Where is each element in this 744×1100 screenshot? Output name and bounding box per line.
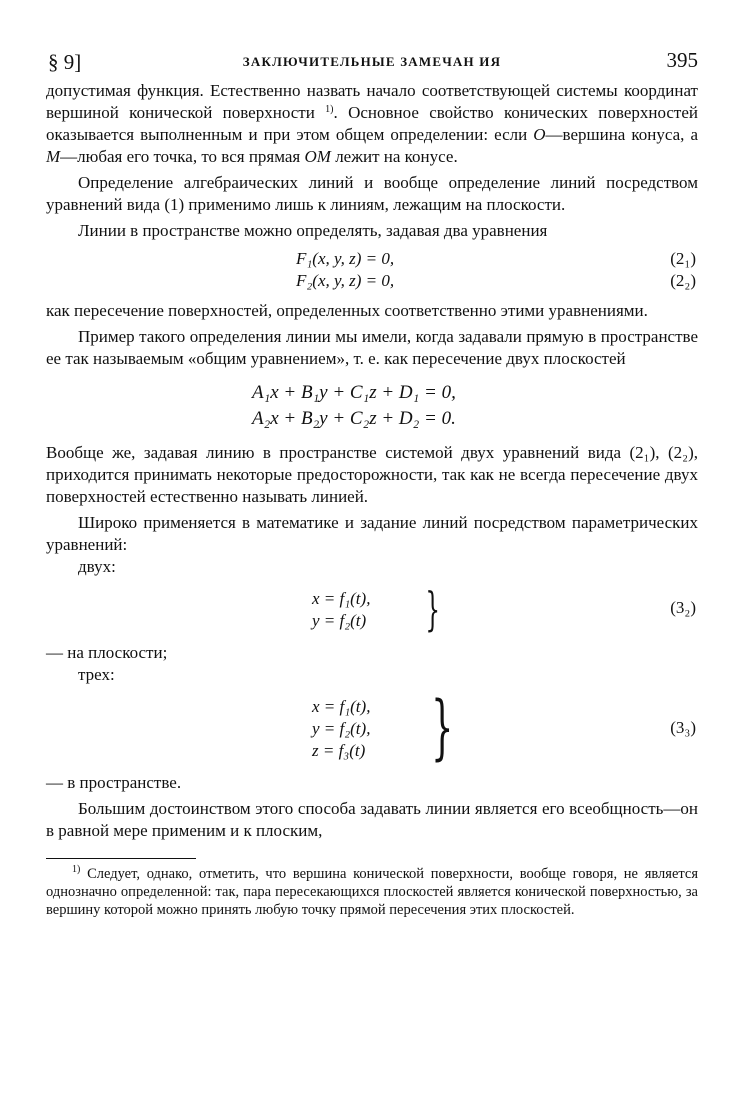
- footnote-mark: 1): [72, 864, 81, 875]
- equation-label: (3₃): [670, 718, 696, 737]
- system-line: z = f₃(t): [312, 741, 366, 760]
- running-header: [46, 40, 698, 80]
- right-brace: }: [425, 582, 440, 636]
- plane-note: — на плоскости;: [46, 643, 168, 662]
- page: [46, 40, 698, 919]
- system-lines: [312, 588, 370, 632]
- footnote-text: Следует, однако, отметить, что вершина конической поверхности, вообще говоря, не является однозначно определенной: так, пара пересекающихся плоскостей является конической поверхностью, за вершину которой можно принять любую точку прямой пересечения этих плоскостей.: [46, 866, 698, 918]
- header-title: ЗАКЛЮЧИТЕЛЬНЫЕ ЗАМЕЧАН ИЯ: [242, 54, 502, 69]
- system-3-3: [46, 686, 698, 772]
- page-number: 395: [666, 48, 698, 72]
- footnote: [46, 865, 698, 919]
- system-3-2: [46, 584, 698, 642]
- p1-end: лежит на конусе.: [335, 147, 458, 166]
- p1-start: допустимая функция. Естественно назвать начало соответствующей системы координат вершиной конической поверхности: [46, 81, 698, 122]
- plane-equation-1: A₁x + B₁y + C₁z + D₁ = 0,: [252, 382, 456, 403]
- paragraph-1: [46, 80, 698, 168]
- equation-label: (2₂): [670, 271, 696, 290]
- three-label: трех:: [78, 665, 115, 684]
- equation-formula: F₂(x, y, z) = 0,: [296, 271, 395, 290]
- paragraph-2: Определение алгебраических линий и вообще определение линий посредством уравнений вида (1) применимо лишь к линиям, лежащим на плоскости.: [46, 173, 698, 214]
- var-om: OM: [304, 147, 331, 166]
- paragraph-4: как пересечение поверхностей, определенных соответственно этими уравнениями.: [46, 301, 648, 320]
- two-label: двух:: [78, 557, 116, 576]
- paragraph-5: Пример такого определения линии мы имели, когда задавали прямую в пространстве ее так называемым «общим уравнением», т. е. как пересечение двух плоскостей: [46, 327, 698, 368]
- footnote-rule: [46, 858, 196, 859]
- system-line: x = f₁(t),: [312, 589, 371, 608]
- equation-label: (2₁): [670, 249, 696, 268]
- system-line: x = f₁(t),: [312, 697, 371, 716]
- space-note: — в пространстве.: [46, 773, 182, 792]
- section-number: § 9]: [48, 50, 82, 74]
- p1-rest: . Основное свойство конических поверхностей оказывается выполненным и при этом общем определении: если: [46, 103, 699, 144]
- right-brace: }: [431, 686, 454, 768]
- system-line: y = f₂(t),: [312, 719, 371, 738]
- equation-formula: F₁(x, y, z) = 0,: [296, 249, 395, 268]
- footnote-ref: 1): [325, 104, 334, 115]
- paragraph-7: Широко применяется в математике и задание линий посредством параметрических уравнений:: [46, 513, 698, 554]
- system-lines: [312, 696, 370, 762]
- equation-2-2: [46, 270, 698, 292]
- equation-label: (3₂): [670, 598, 696, 617]
- plane-equation-2: A₂x + B₂y + C₂z + D₂ = 0.: [252, 408, 456, 429]
- paragraph-6: Вообще же, задавая линию в пространстве системой двух уравнений вида (2₁), (2₂), приходится принимать некоторые предосторожности, так как не всегда пересечение двух поверхностей естественно называть линией.: [46, 443, 698, 506]
- paragraph-3: Линии в пространстве можно определять, задавая два уравнения: [78, 221, 548, 240]
- p1-mid: —вершина конуса, а: [545, 125, 698, 144]
- system-line: y = f₂(t): [312, 611, 367, 630]
- plane-equations: [252, 380, 698, 432]
- paragraph-8: Большим достоинством этого способа задавать линии является его всеобщность—он в равной мере применим и к плоским,: [46, 799, 698, 840]
- var-m: M: [46, 147, 61, 166]
- var-o: O: [533, 125, 546, 144]
- p1-mid2: —любая его точка, то вся прямая: [60, 147, 301, 166]
- equation-2-1: [46, 248, 698, 270]
